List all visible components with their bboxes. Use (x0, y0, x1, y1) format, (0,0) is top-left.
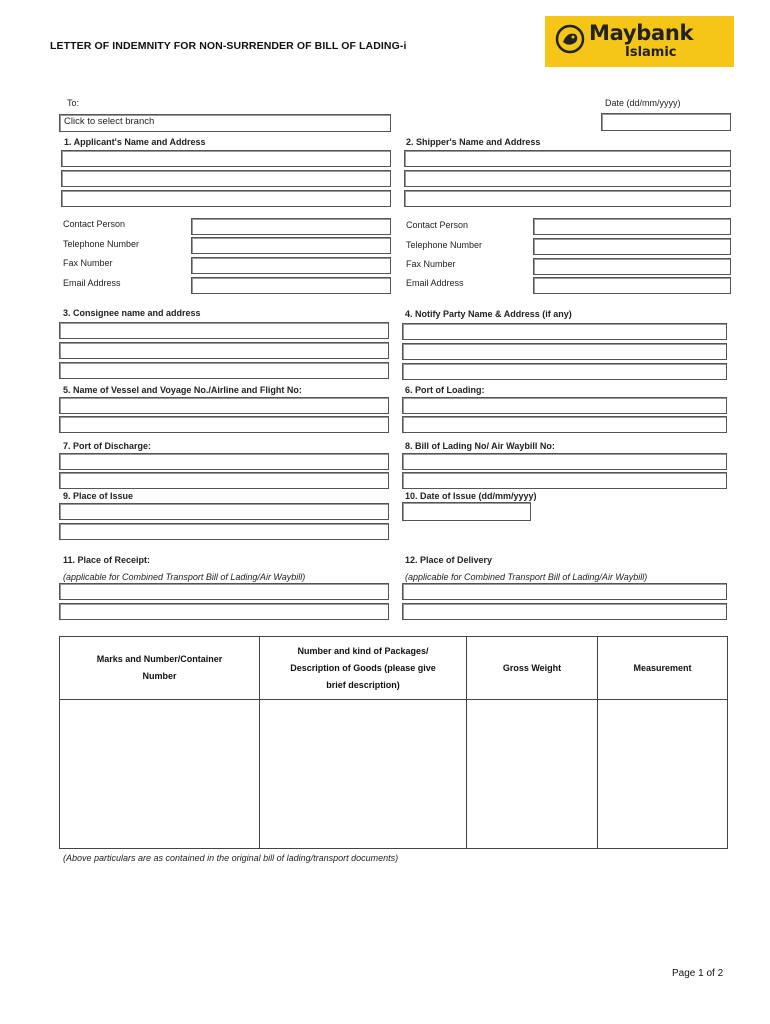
consignee-address-line-3[interactable] (59, 362, 389, 379)
section-12-note: (applicable for Combined Transport Bill of Lading/Air Waybill) (405, 572, 648, 582)
col-marks-header-line-2: Number (142, 671, 177, 681)
port-of-loading-line-1[interactable] (402, 397, 727, 414)
shipper-contact-label: Contact Person (406, 220, 469, 230)
applicant-fax-label: Fax Number (63, 258, 113, 268)
place-of-receipt-line-2[interactable] (59, 603, 389, 620)
col-description-header (260, 637, 467, 700)
tiger-emblem-icon (555, 24, 585, 54)
col-gross-weight-header: Gross Weight (467, 637, 598, 700)
gross-weight-cell[interactable] (467, 700, 598, 849)
section-7-label: 7. Port of Discharge: (63, 441, 152, 451)
section-4-label: 4. Notify Party Name & Address (if any) (405, 309, 572, 319)
document-title: LETTER OF INDEMNITY FOR NON-SURRENDER OF BILL OF LADING-i (50, 40, 407, 52)
shipper-address-line-2[interactable] (404, 170, 731, 187)
page-number: Page 1 of 2 (672, 968, 724, 979)
place-of-issue-line-1[interactable] (59, 503, 389, 520)
applicant-contact-field[interactable] (191, 218, 391, 235)
consignee-address-line-1[interactable] (59, 322, 389, 339)
description-cell[interactable] (260, 700, 467, 849)
applicant-address-line-2[interactable] (61, 170, 391, 187)
section-3-label: 3. Consignee name and address (63, 308, 201, 318)
bill-of-lading-no-line-1[interactable] (402, 453, 727, 470)
col-marks-header-line-1: Marks and Number/Container (96, 654, 223, 664)
shipper-telephone-field[interactable] (533, 238, 731, 255)
port-of-loading-line-2[interactable] (402, 416, 727, 433)
goods-table-body-row (60, 700, 728, 849)
place-of-receipt-line-1[interactable] (59, 583, 389, 600)
date-label: Date (dd/mm/yyyy) (605, 98, 681, 108)
port-of-discharge-line-2[interactable] (59, 472, 389, 489)
shipper-email-label: Email Address (406, 278, 464, 288)
col-description-header-line-1: Number and kind of Packages/ (297, 645, 429, 656)
col-measurement-header: Measurement (598, 637, 728, 700)
shipper-contact-field[interactable] (533, 218, 731, 235)
place-of-delivery-line-2[interactable] (402, 603, 727, 620)
applicant-address-line-3[interactable] (61, 190, 391, 207)
place-of-issue-line-2[interactable] (59, 523, 389, 540)
shipper-email-field[interactable] (533, 277, 731, 294)
brand-name: Maybank (589, 21, 694, 45)
section-5-label: 5. Name of Vessel and Voyage No./Airline and Flight No: (63, 385, 302, 395)
applicant-contact-label: Contact Person (63, 219, 126, 229)
applicant-telephone-field[interactable] (191, 237, 391, 254)
shipper-fax-field[interactable] (533, 258, 731, 275)
section-9-label: 9. Place of Issue (63, 491, 134, 501)
measurement-cell[interactable] (598, 700, 728, 849)
notify-party-line-1[interactable] (402, 323, 727, 340)
consignee-address-line-2[interactable] (59, 342, 389, 359)
goods-table (59, 636, 728, 849)
section-12-label: 12. Place of Delivery (405, 555, 493, 565)
section-11-note: (applicable for Combined Transport Bill of Lading/Air Waybill) (63, 572, 306, 582)
place-of-delivery-line-1[interactable] (402, 583, 727, 600)
shipper-address-line-3[interactable] (404, 190, 731, 207)
vessel-field-line-1[interactable] (59, 397, 389, 414)
shipper-fax-label: Fax Number (406, 259, 456, 269)
goods-table-header-row (60, 637, 728, 700)
marks-cell[interactable] (60, 700, 260, 849)
section-8-label: 8. Bill of Lading No/ Air Waybill No: (405, 441, 555, 451)
applicant-telephone-label: Telephone Number (63, 239, 140, 249)
col-description-header-line-3: brief description) (326, 679, 400, 690)
section-6-label: 6. Port of Loading: (405, 385, 485, 395)
date-of-issue-field[interactable] (402, 502, 531, 521)
col-marks-header (60, 637, 260, 700)
section-11-label: 11. Place of Receipt: (63, 555, 151, 565)
footnote: (Above particulars are as contained in the original bill of lading/transport documents) (63, 853, 399, 863)
brand-sub: Islamic (625, 45, 677, 60)
maybank-islamic-logo (545, 16, 734, 67)
section-2-label: 2. Shipper's Name and Address (406, 137, 541, 147)
section-10-label: 10. Date of Issue (dd/mm/yyyy) (405, 491, 537, 501)
applicant-email-label: Email Address (63, 278, 121, 288)
applicant-email-field[interactable] (191, 277, 391, 294)
section-1-label: 1. Applicant's Name and Address (64, 137, 206, 147)
applicant-address-line-1[interactable] (61, 150, 391, 167)
bill-of-lading-no-line-2[interactable] (402, 472, 727, 489)
branch-select[interactable]: Click to select branch (59, 114, 391, 132)
notify-party-line-3[interactable] (402, 363, 727, 380)
date-field[interactable] (601, 113, 731, 131)
col-description-header-line-2: Description of Goods (please give (290, 662, 436, 673)
notify-party-line-2[interactable] (402, 343, 727, 360)
vessel-field-line-2[interactable] (59, 416, 389, 433)
port-of-discharge-line-1[interactable] (59, 453, 389, 470)
applicant-fax-field[interactable] (191, 257, 391, 274)
shipper-address-line-1[interactable] (404, 150, 731, 167)
to-label: To: (67, 98, 80, 108)
shipper-telephone-label: Telephone Number (406, 240, 483, 250)
